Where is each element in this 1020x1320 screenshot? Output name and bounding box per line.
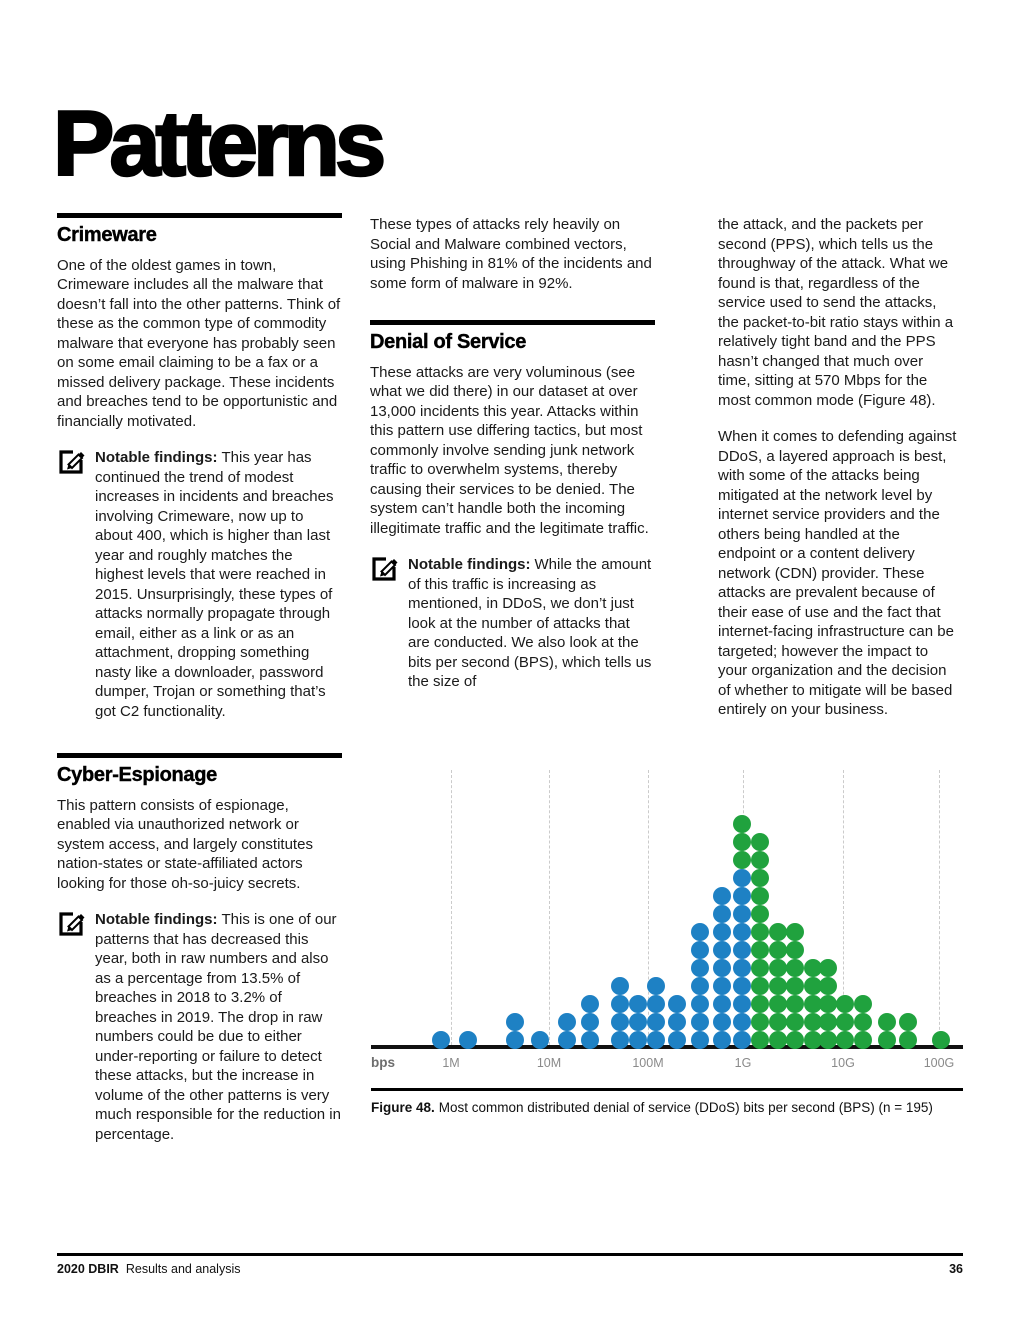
- chart-gridline: [451, 770, 452, 1045]
- blue-dot: [733, 959, 751, 977]
- page-number: 36: [949, 1262, 963, 1276]
- green-dot: [836, 1013, 854, 1031]
- dot-column: [611, 977, 629, 1049]
- green-dot: [836, 995, 854, 1013]
- green-dot: [751, 959, 769, 977]
- chart-x-tick-label: 100G: [923, 1056, 955, 1070]
- middle-top-paragraph: These types of attacks rely heavily on Social and Malware combined vectors, using Phishing in 81% of the incidents and some form of malware in 92%.: [370, 216, 652, 292]
- blue-dot: [611, 995, 629, 1013]
- page-title: Patterns: [53, 92, 382, 195]
- green-dot: [751, 905, 769, 923]
- blue-dot: [733, 887, 751, 905]
- blue-dot: [558, 1013, 576, 1031]
- blue-dot: [713, 887, 731, 905]
- blue-dot: [733, 1013, 751, 1031]
- blue-dot: [629, 1013, 647, 1031]
- green-dot: [786, 923, 804, 941]
- page-footer: [57, 1253, 963, 1276]
- green-dot: [751, 887, 769, 905]
- blue-dot: [668, 1031, 686, 1049]
- blue-dot: [733, 905, 751, 923]
- green-dot: [751, 869, 769, 887]
- green-dot: [819, 977, 837, 995]
- green-dot: [819, 1031, 837, 1049]
- blue-dot: [713, 905, 731, 923]
- green-dot: [769, 923, 787, 941]
- green-dot: [751, 1013, 769, 1031]
- green-dot: [899, 1031, 917, 1049]
- notable-findings-label: Notable findings:: [408, 556, 531, 573]
- chart-x-tick-label: 1M: [442, 1056, 460, 1070]
- caption-rule: [371, 1088, 963, 1091]
- dot-column: [836, 995, 854, 1049]
- dot-column: [878, 1013, 896, 1049]
- dot-column: [691, 923, 709, 1049]
- green-dot: [878, 1013, 896, 1031]
- dot-column: [854, 995, 872, 1049]
- footer-brand: [57, 1262, 241, 1276]
- green-dot: [769, 941, 787, 959]
- dot-column: [432, 1031, 450, 1049]
- green-dot: [751, 977, 769, 995]
- figure-caption: [371, 1088, 963, 1115]
- blue-dot: [733, 941, 751, 959]
- blue-dot: [713, 1031, 731, 1049]
- crimeware-notable-text: [95, 448, 342, 721]
- column-middle: [370, 215, 655, 703]
- cyber-espionage-body: This pattern consists of espionage, enabled via unauthorized network or system access, and largely constitutes nation-states or state-affiliated actors looking for those oh-so-juicy secrets.: [57, 796, 313, 892]
- chart-gridline: [549, 770, 550, 1045]
- green-dot: [786, 959, 804, 977]
- notable-findings-body: This is one of our patterns that has decreased this year, both in raw numbers and also as a percentage from 13.5% of breaches in 2018 to 3.2% of breaches in 2019. The drop in raw numbers could be due to either under-reporting or failure to detect these attacks, but the increase in volume of the other patterns is very much responsible for the reduction in percentage.: [95, 911, 341, 1143]
- blue-dot: [713, 941, 731, 959]
- green-dot: [751, 995, 769, 1013]
- blue-dot: [691, 959, 709, 977]
- chart-gridline: [939, 770, 940, 1045]
- dot-column: [581, 995, 599, 1049]
- chart-x-tick-label: 10G: [831, 1056, 855, 1070]
- dot-column: [932, 1031, 950, 1049]
- green-dot: [932, 1031, 950, 1049]
- green-dot: [899, 1013, 917, 1031]
- dot-column: [786, 923, 804, 1049]
- green-dot: [769, 959, 787, 977]
- dot-column: [647, 977, 665, 1049]
- notable-findings-label: Notable findings:: [95, 911, 218, 928]
- notable-findings-label: Notable findings:: [95, 449, 218, 466]
- dot-column: [531, 1031, 549, 1049]
- caption-text: [371, 1100, 963, 1115]
- footer-brand-bold: 2020 DBIR: [57, 1262, 119, 1276]
- dot-column: [899, 1013, 917, 1049]
- blue-dot: [558, 1031, 576, 1049]
- denial-of-service-notable-text: [408, 555, 655, 692]
- notable-findings-pencil-icon: [57, 910, 85, 1155]
- blue-dot: [733, 923, 751, 941]
- green-dot: [786, 1031, 804, 1049]
- blue-dot: [713, 1013, 731, 1031]
- notable-findings-pencil-icon: [370, 555, 398, 703]
- green-dot: [751, 923, 769, 941]
- blue-dot: [506, 1013, 524, 1031]
- blue-dot: [668, 1013, 686, 1031]
- green-dot: [733, 851, 751, 869]
- green-dot: [751, 833, 769, 851]
- green-dot: [786, 977, 804, 995]
- green-dot: [769, 977, 787, 995]
- blue-dot: [691, 923, 709, 941]
- caption-body: Most common distributed denial of service (DDoS) bits per second (BPS) (n = 195): [438, 1099, 933, 1115]
- chart-x-tick-label: 100M: [632, 1056, 664, 1070]
- blue-dot: [647, 1031, 665, 1049]
- cyber-espionage-notable-text: [95, 910, 342, 1144]
- blue-dot: [713, 995, 731, 1013]
- green-dot: [751, 851, 769, 869]
- column-right: [718, 215, 959, 731]
- green-dot: [751, 941, 769, 959]
- blue-dot: [713, 977, 731, 995]
- dot-column: [733, 815, 751, 1049]
- green-dot: [786, 995, 804, 1013]
- blue-dot: [432, 1031, 450, 1049]
- blue-dot: [629, 1031, 647, 1049]
- notable-findings-pencil-icon: [57, 448, 85, 732]
- blue-dot: [713, 923, 731, 941]
- dot-column: [751, 833, 769, 1049]
- green-dot: [769, 1013, 787, 1031]
- denial-of-service-notable: [370, 555, 655, 703]
- chart: [371, 770, 963, 1082]
- right-paragraph-1: the attack, and the packets per second (PPS), which tells us the throughway of the attack. What we found is that, regardless of the service used to send the attacks, the packet-to-bit ratio stays within a relatively tight band and the PPS hasn’t changed that much over time, sitting at 570 Mbps for the most common mode (Figure 48).: [718, 216, 954, 409]
- green-dot: [854, 995, 872, 1013]
- column-left: [57, 213, 342, 1155]
- green-dot: [854, 1031, 872, 1049]
- blue-dot: [733, 977, 751, 995]
- green-dot: [836, 1031, 854, 1049]
- blue-dot: [611, 977, 629, 995]
- blue-dot: [733, 1031, 751, 1049]
- green-dot: [733, 833, 751, 851]
- blue-dot: [733, 995, 751, 1013]
- chart-x-axis-unit-label: bps: [371, 1055, 396, 1070]
- green-dot: [786, 1013, 804, 1031]
- blue-dot: [691, 977, 709, 995]
- cyber-espionage-notable: [57, 910, 342, 1155]
- blue-dot: [647, 995, 665, 1013]
- blue-dot: [647, 1013, 665, 1031]
- dot-column: [819, 959, 837, 1049]
- denial-of-service-body: These attacks are very voluminous (see what we did there) in our dataset at over 13,000 incidents this year. Attacks within this pattern use differing tactics, but most commonly involve sending junk network traffic to overwhelm systems, thereby causing their services to be denied. The system can’t handle both the incoming illegitimate traffic and the legitimate traffic.: [370, 363, 649, 537]
- blue-dot: [733, 869, 751, 887]
- green-dot: [769, 1031, 787, 1049]
- dot-column: [629, 995, 647, 1049]
- dot-column: [713, 887, 731, 1049]
- blue-dot: [691, 941, 709, 959]
- dot-column: [558, 1013, 576, 1049]
- denial-of-service-heading: Denial of Service: [370, 320, 655, 353]
- blue-dot: [506, 1031, 524, 1049]
- blue-dot: [629, 995, 647, 1013]
- blue-dot: [691, 1031, 709, 1049]
- green-dot: [769, 995, 787, 1013]
- blue-dot: [691, 1013, 709, 1031]
- blue-dot: [647, 977, 665, 995]
- green-dot: [878, 1031, 896, 1049]
- green-dot: [854, 1013, 872, 1031]
- blue-dot: [459, 1031, 477, 1049]
- blue-dot: [691, 995, 709, 1013]
- blue-dot: [611, 1031, 629, 1049]
- blue-dot: [713, 959, 731, 977]
- green-dot: [733, 815, 751, 833]
- green-dot: [751, 1031, 769, 1049]
- blue-dot: [531, 1031, 549, 1049]
- dot-column: [769, 923, 787, 1049]
- green-dot: [819, 995, 837, 1013]
- right-paragraph-2: When it comes to defending against DDoS, a layered approach is best, with some of the attacks being mitigated at the network level by internet service providers and the others being handled at the endpoint or a content delivery network (CDN) provider. These attacks are prevalent because of their ease of use and the fact that internet-facing infrastructure can be targeted; however the impact to your organization and the decision of whether to mitigate will be based entirely on your business.: [718, 428, 957, 718]
- notable-findings-body: While the amount of this traffic is increasing as mentioned, in DDoS, we don’t just look at the number of attacks that are conducted. We also look at the bits per second (BPS), which tells us the size of: [408, 556, 652, 690]
- crimeware-notable: [57, 448, 342, 732]
- dot-column: [506, 1013, 524, 1049]
- green-dot: [786, 941, 804, 959]
- footer-section-label: Results and analysis: [125, 1262, 241, 1276]
- caption-label: Figure 48.: [371, 1099, 435, 1115]
- dot-column: [668, 995, 686, 1049]
- blue-dot: [581, 1031, 599, 1049]
- dot-column: [459, 1031, 477, 1049]
- blue-dot: [581, 995, 599, 1013]
- footer-rule: [57, 1253, 963, 1256]
- blue-dot: [581, 1013, 599, 1031]
- cyber-espionage-heading: Cyber-Espionage: [57, 753, 342, 786]
- crimeware-heading: Crimeware: [57, 213, 342, 246]
- green-dot: [819, 1013, 837, 1031]
- crimeware-body: One of the oldest games in town, Crimeware includes all the malware that doesn’t fall into the other patterns. Think of these as the common type of commodity malware that everyone has probably seen on some email claiming to be a fax or a missed delivery package. These incidents and breaches tend to be opportunistic and financially motivated.: [57, 256, 341, 430]
- chart-x-tick-label: 10M: [536, 1056, 562, 1070]
- green-dot: [819, 959, 837, 977]
- blue-dot: [668, 995, 686, 1013]
- blue-dot: [611, 1013, 629, 1031]
- chart-x-tick-label: 1G: [734, 1056, 752, 1070]
- notable-findings-body: This year has continued the trend of modest increases in incidents and breaches involving Crimeware, now up to about 400, which is higher than last year and roughly matches the highest levels that were reached in 2015. Unsurprisingly, these types of attacks normally propagate through email, either as a link or as an attachment, dropping something nasty like a downloader, password dumper, Trojan or something that’s got C2 functionality.: [95, 449, 334, 720]
